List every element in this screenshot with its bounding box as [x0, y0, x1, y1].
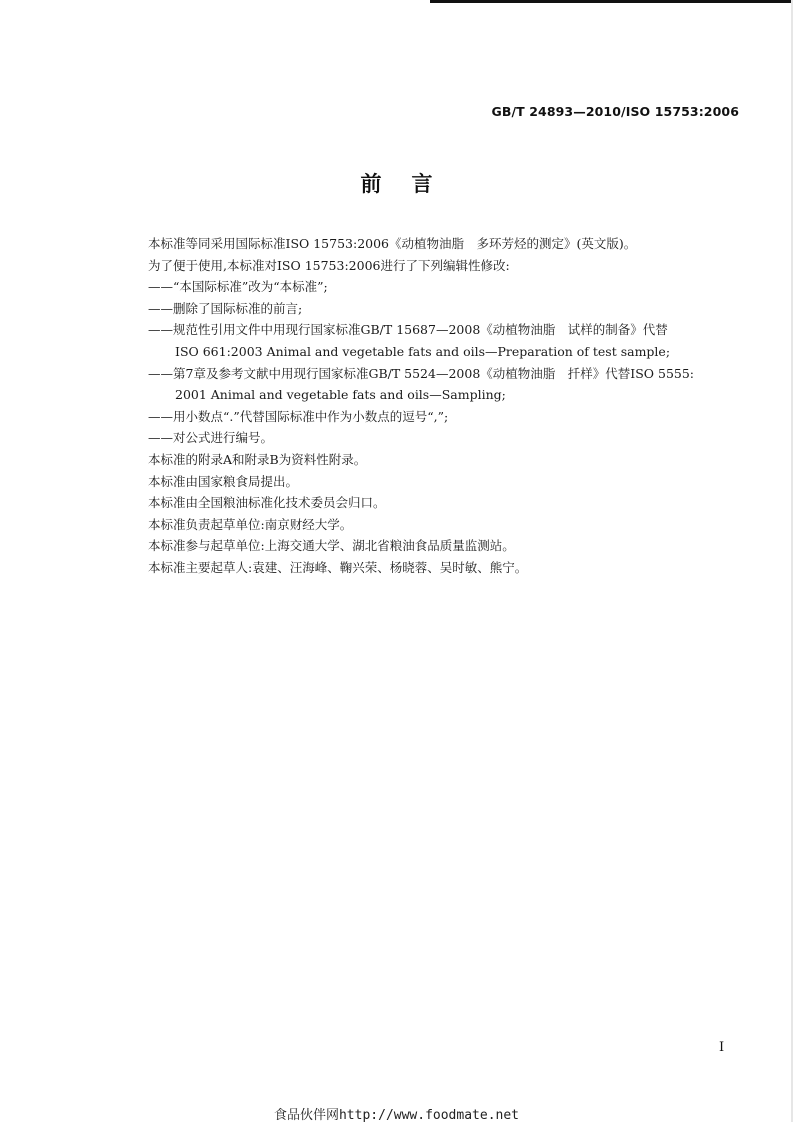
- body-text: [148, 233, 748, 579]
- paragraph-proposed-by: 本标准由国家粮食局提出。: [148, 473, 299, 489]
- paragraph-modifications-intro: 为了便于使用,本标准对ISO 15753:2006进行了下列编辑性修改:: [148, 257, 510, 273]
- page-title: 前言: [360, 172, 463, 196]
- paragraph-annexes: 本标准的附录A和附录B为资料性附录。: [148, 451, 367, 467]
- paragraph-main-drafters: 本标准主要起草人:袁建、汪海峰、鞠兴荣、杨晓蓉、吴时敏、熊宁。: [148, 559, 528, 575]
- footer-watermark: 食品伙伴网http://www.foodmate.net: [273, 1108, 519, 1123]
- paragraph-centralized-by: 本标准由全国粮油标准化技术委员会归口。: [148, 495, 386, 511]
- list-item-normative-reference: ——规范性引用文件中用现行国家标准GB/T 15687—2008《动植物油脂 试样的制备》代替: [148, 322, 668, 338]
- scan-edge-top: [430, 0, 793, 3]
- standard-code: GB/T 24893—2010/ISO 15753:2006: [491, 104, 739, 119]
- paragraph-drafting-unit: 本标准负责起草单位:南京财经大学。: [148, 516, 353, 532]
- list-item-chapter-7-reference: ——第7章及参考文献中用现行国家标准GB/T 5524—2008《动植物油脂 扦样》代替ISO 5555:: [148, 365, 695, 381]
- list-item-rename: ——“本国际标准”改为“本标准”;: [148, 279, 328, 295]
- list-item-normative-reference-continued: ISO 661:2003 Animal and vegetable fats and oils—Preparation of test sample;: [175, 343, 671, 359]
- list-item-chapter-7-reference-continued: 2001 Animal and vegetable fats and oils—Sampling;: [175, 387, 506, 403]
- paragraph-participating-units: 本标准参与起草单位:上海交通大学、湖北省粮油食品质量监测站。: [148, 538, 515, 554]
- paragraph-adoption: 本标准等同采用国际标准ISO 15753:2006《动植物油脂 多环芳烃的测定》(英文版)。: [148, 236, 637, 251]
- page-number: I: [719, 1040, 725, 1055]
- list-item-decimal-point: ——用小数点“.”代替国际标准中作为小数点的逗号“,”;: [148, 408, 449, 424]
- list-item-remove-foreword: ——删除了国际标准的前言;: [148, 300, 303, 316]
- list-item-formula-numbering: ——对公式进行编号。: [148, 430, 274, 446]
